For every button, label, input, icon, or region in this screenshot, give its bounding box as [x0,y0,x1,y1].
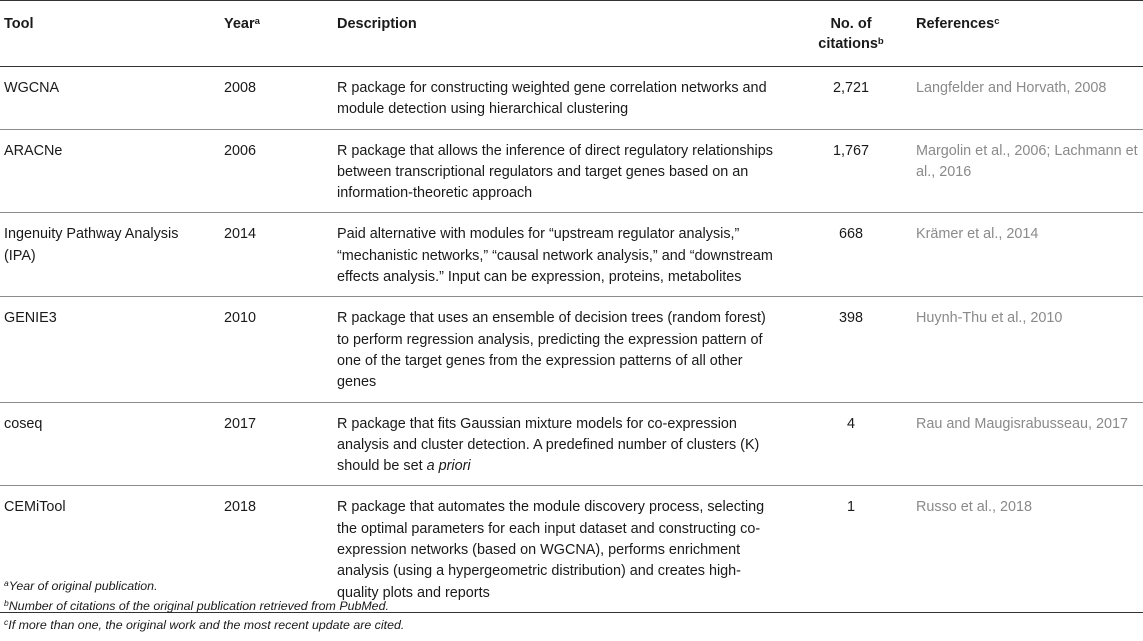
footnote-mark: c [4,617,9,628]
header-citations-line2: citations [818,36,878,52]
cell-citations: 1,767 [786,129,916,213]
footnote [4,597,1134,617]
cell-references[interactable]: Huynh-Thu et al., 2010 [916,297,1143,402]
cell-tool: ARACNe [0,129,224,213]
cell-references[interactable]: Rau and Maugisrabusseau, 2017 [916,402,1143,486]
table-header [0,1,1143,67]
cell-description-italic: a priori [426,458,471,475]
header-citations-footnote-mark: b [877,36,884,47]
cell-tool: coseq [0,402,224,486]
cell-tool: WGCNA [0,67,224,130]
header-year-label: Year [224,16,255,32]
cell-citations: 4 [786,402,916,486]
header-description [337,1,786,67]
header-tool-label: Tool [4,16,34,32]
header-tool [0,1,224,67]
footnote-text: Number of citations of the original publication retrieved from PubMed. [8,598,389,613]
header-citations-line1: No. of [830,16,872,32]
header-year-footnote-mark: a [254,16,260,27]
cell-year: 2014 [224,213,337,297]
cell-description: R package that automates the module discovery process, selecting the optimal parameters for each input dataset and constructing co-expression networks (based on WGCNA), performs enrichment analysis (using a hypergeometric distribution) and creates high-quality plots and reports [337,486,786,612]
table-row [0,297,1143,402]
header-references-footnote-mark: c [994,16,1000,27]
cell-description: R package that allows the inference of direct regulatory relationships between transcriptional regulators and target genes based on an information-theoretic approach [337,129,786,213]
table-row [0,129,1143,213]
footnote [4,577,1134,597]
cell-description: R package that uses an ensemble of decision trees (random forest) to perform regression analysis, predicting the expression pattern of one of the target genes from the expression patterns of all other genes [337,297,786,402]
cell-description: R package for constructing weighted gene correlation networks and module detection using hierarchical clustering [337,67,786,130]
table-row [0,213,1143,297]
cell-citations: 1 [786,486,916,612]
cell-citations: 668 [786,213,916,297]
footnote [4,616,1134,636]
header-references-label: References [916,16,995,32]
cell-tool: CEMiTool [0,486,224,612]
cell-citations: 398 [786,297,916,402]
header-description-label: Description [337,16,417,32]
cell-year: 2017 [224,402,337,486]
footnote-text: Year of original publication. [8,579,158,593]
table-row [0,67,1143,130]
cell-description [337,402,786,486]
cell-references[interactable]: Langfelder and Horvath, 2008 [916,67,1143,130]
header-year [224,1,337,67]
table-footnotes [4,577,1134,636]
table-body [0,67,1143,613]
cell-citations: 2,721 [786,67,916,130]
header-citations [786,1,916,67]
cell-description-text: R package that fits Gaussian mixture models for co-expression analysis and cluster detection. A predefined number of clusters (K) should be set [337,415,760,475]
cell-year: 2008 [224,67,337,130]
table-row [0,402,1143,486]
cell-tool: Ingenuity Pathway Analysis (IPA) [0,213,224,297]
cell-year: 2006 [224,129,337,213]
cell-description: Paid alternative with modules for “upstream regulator analysis,” “mechanistic networks,” “causal network analysis,” and “downstream effects analysis.” Input can be expression, proteins, metabolites [337,213,786,297]
cell-references[interactable]: Russo et al., 2018 [916,486,1143,612]
header-references [916,1,1143,67]
footnote-text: If more than one, the original work and the most recent update are cited. [8,618,405,633]
cell-year: 2018 [224,486,337,612]
footnote-mark: a [4,578,9,588]
cell-references[interactable]: Margolin et al., 2006; Lachmann et al., 2016 [916,129,1143,213]
header-row [0,1,1143,67]
cell-year: 2010 [224,297,337,402]
footnote-mark: b [4,597,9,608]
cell-tool: GENIE3 [0,297,224,402]
cell-references[interactable]: Krämer et al., 2014 [916,213,1143,297]
